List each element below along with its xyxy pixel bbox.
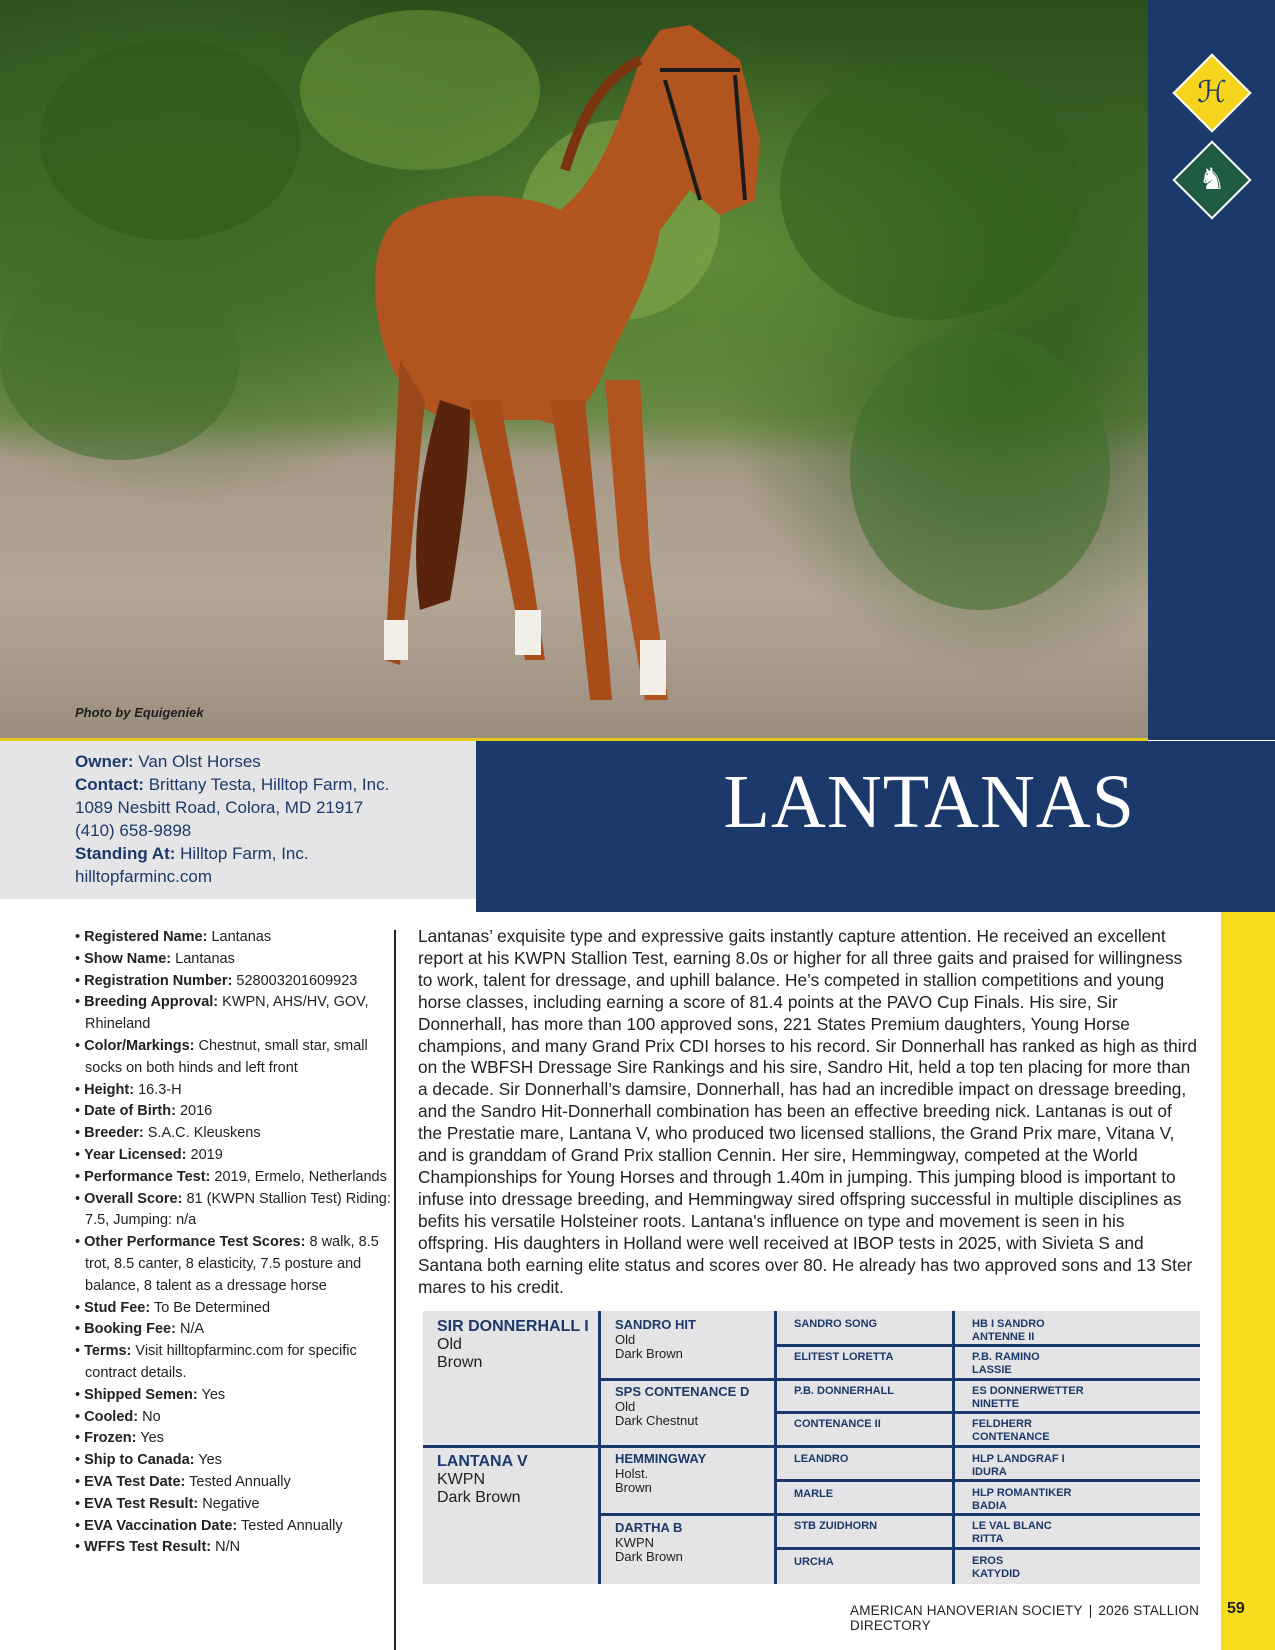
pedigree-chart (423, 1311, 1200, 1584)
fact-item: • EVA Test Date: Tested Annually (75, 1472, 393, 1494)
fact-item: • Terms: Visit hilltopfarminc.com for specific contract details. (75, 1341, 393, 1385)
fact-item: • Overall Score: 81 (KWPN Stallion Test) Riding: 7.5, Jumping: n/a (75, 1189, 393, 1233)
pedigree-gen4-ancestors: P.B. RAMINO LASSIE (972, 1351, 1040, 1376)
phone-line: (410) 658-9898 (75, 821, 192, 840)
pedigree-maternal-grandsire: HEMMINGWAY Holst. Brown (615, 1451, 707, 1495)
photo-credit: Photo by Equigeniek (75, 705, 204, 720)
pedigree-paternal-granddam: SPS CONTENANCE D Old Dark Chestnut (615, 1384, 750, 1428)
pedigree-sire: SIR DONNERHALL I Old Brown (437, 1318, 589, 1371)
publisher-name: AMERICAN HANOVERIAN SOCIETY (850, 1603, 1083, 1618)
fact-item: • EVA Vaccination Date: Tested Annually (75, 1516, 393, 1538)
pedigree-paternal-grandsire: SANDRO HIT Old Dark Brown (615, 1317, 696, 1361)
title-banner (476, 741, 1275, 912)
stallion-photo (0, 0, 1148, 740)
owner-line: Owner: Van Olst Horses (75, 752, 261, 771)
fact-item: • Ship to Canada: Yes (75, 1450, 393, 1472)
yellow-side-stripe (1221, 912, 1275, 1650)
fact-item: • Shipped Semen: Yes (75, 1385, 393, 1407)
pedigree-gen4-ancestors: ES DONNERWETTER NINETTE (972, 1385, 1084, 1410)
pedigree-gen3-ancestor: ELITEST LORETTA (794, 1351, 894, 1363)
pedigree-gen3-ancestor: STB ZUIDHORN (794, 1520, 878, 1532)
pedigree-gen4-ancestors: HLP LANDGRAF I IDURA (972, 1453, 1065, 1478)
footer-separator: | (1088, 1603, 1093, 1618)
owner-contact-block (0, 741, 476, 899)
fact-item: • Booking Fee: N/A (75, 1319, 393, 1341)
chestnut-horse-illustration (0, 0, 1148, 740)
pedigree-gen4-ancestors: HB I SANDRO ANTENNE II (972, 1318, 1045, 1343)
page-footer (850, 1603, 1275, 1633)
pedigree-gen4-ancestors: FELDHERR CONTENANCE (972, 1418, 1050, 1443)
fact-item: • Date of Birth: 2016 (75, 1101, 393, 1123)
fact-item: • Breeder: S.A.C. Kleuskens (75, 1123, 393, 1145)
standing-at-line: Standing At: Hilltop Farm, Inc. (75, 844, 309, 863)
publication-name: 2026 STALLION DIRECTORY (850, 1603, 1200, 1633)
fact-item: • EVA Test Result: Negative (75, 1494, 393, 1516)
pedigree-gen4-ancestors: EROS KATYDID (972, 1555, 1021, 1580)
fact-item: • Show Name: Lantanas (75, 949, 393, 971)
page-number: 59 (1227, 1600, 1245, 1617)
pedigree-gen3-ancestor: CONTENANCE II (794, 1418, 881, 1430)
pedigree-gen3-ancestor: SANDRO SONG (794, 1318, 878, 1330)
pedigree-gen3-ancestor: P.B. DONNERHALL (794, 1385, 895, 1397)
fact-item: • WFFS Test Result: N/N (75, 1537, 393, 1559)
pedigree-gen3-ancestor: LEANDRO (794, 1453, 849, 1465)
fact-item: • Year Licensed: 2019 (75, 1145, 393, 1167)
fact-item: • Stud Fee: To Be Determined (75, 1298, 393, 1320)
horse-head-brand-icon: ♞ (1172, 140, 1251, 219)
pedigree-gen3-ancestor: MARLE (794, 1488, 834, 1500)
stallion-facts-list (75, 927, 393, 1559)
contact-line: Contact: Brittany Testa, Hilltop Farm, Inc. (75, 775, 390, 794)
pedigree-gen3-ancestor: URCHA (794, 1556, 834, 1568)
pedigree-gen4-ancestors: LE VAL BLANC RITTA (972, 1520, 1052, 1545)
fact-item: • Registered Name: Lantanas (75, 927, 393, 949)
address-line: 1089 Nesbitt Road, Colora, MD 21917 (75, 798, 364, 817)
pedigree-gen4-ancestors: HLP ROMANTIKER BADIA (972, 1487, 1072, 1512)
fact-item: • Performance Test: 2019, Ermelo, Netherlands (75, 1167, 393, 1189)
fact-item: • Cooled: No (75, 1407, 393, 1429)
fact-item: • Other Performance Test Scores: 8 walk, 8.5 trot, 8.5 canter, 8 elasticity, 7.5 posture and balance, 8 talent as a dressage horse (75, 1232, 393, 1297)
hanoverian-h-brand-icon: ℋ (1172, 53, 1251, 132)
fact-item: • Color/Markings: Chestnut, small star, small socks on both hinds and left front (75, 1036, 393, 1080)
column-divider (394, 930, 396, 1650)
fact-item: • Height: 16.3-H (75, 1080, 393, 1102)
fact-item: • Frozen: Yes (75, 1428, 393, 1450)
stallion-description: Lantanas’ exquisite type and expressive gaits instantly capture attention. He received an excellent report at his KWPN Stallion Test, earning 8.0s or higher for all three gaits and praised for willingness to work, talent for dressage, and uphill balance. He’s competed in stallion competitions and young horse classes, including earning a score of 81.4 points at the PAVO Cup Finals. His sire, Sir Donnerhall, has more than 100 approved sons, 221 States Premium daughters, Young Horse champions, and many Grand Prix CDI horses to his record. Sir Donnerhall has ranked as high as third on the WBFSH Dressage Sire Rankings and his sire, Sandro Hit, held a top ten placing for more than a decade. Sir Donnerhall’s damsire, Donnerhall, has had an incredible impact on dressage breeding, and the Sandro Hit-Donnerhall combination has been an effective breeding nick. Lantanas is out of the Prestatie mare, Lantana V, who produced two licensed stallions, the Grand Prix mare, Vitana V, and is granddam of Grand Prix stallion Cennin. Her sire, Hemmingway, competed at the World Championships for Young Horses and through 1.40m in jumping. This jumping blood is important to infuse into dressage breeding, and Hemmingway sired offspring successful in multiple disciplines as befits his versatile Holsteiner roots. Lantana's influence on type and movement is seen in his offspring. His daughters in Holland were well received at IBOP tests in 2025, with Sivieta S and Santana both earning elite status and scores over 80. He already has two approved sons and 13 Ster mares to his credit. (418, 926, 1197, 1297)
fact-item: • Breeding Approval: KWPN, AHS/HV, GOV, Rhineland (75, 992, 393, 1036)
website-link[interactable]: hilltopfarminc.com (75, 867, 212, 886)
pedigree-maternal-granddam: DARTHA B KWPN Dark Brown (615, 1520, 683, 1564)
fact-item: • Registration Number: 528003201609923 (75, 971, 393, 993)
stallion-name-title: LANTANAS (723, 760, 1135, 844)
pedigree-dam: LANTANA V KWPN Dark Brown (437, 1453, 528, 1506)
